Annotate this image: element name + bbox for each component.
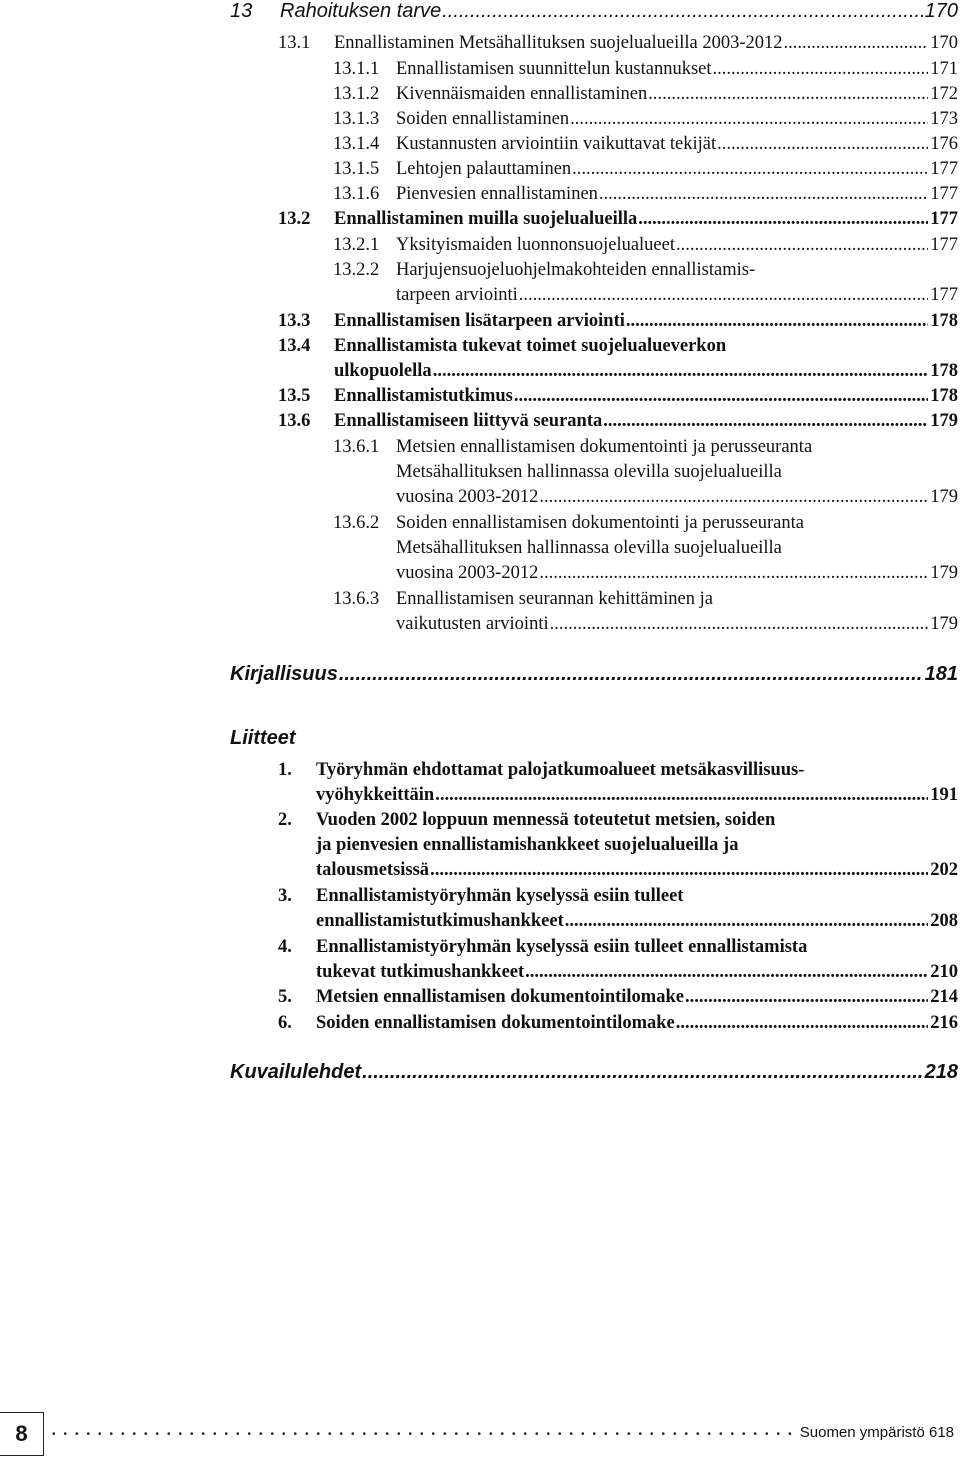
dot-leader (572, 159, 928, 180)
entry-title: Soiden ennallistamisen dokumentointi ja perusseuranta (396, 513, 804, 533)
dot-leader (442, 0, 922, 23)
dot-leader (525, 962, 928, 983)
entry-title: Ennallistaminen Metsähallituksen suojelualueilla 2003-2012 (334, 33, 783, 53)
entry-title: Ennallistamiseen liittyvä seuranta (334, 411, 603, 431)
dot-leader (676, 1013, 928, 1034)
dot-leader (784, 33, 929, 54)
page-number: 173 (930, 109, 958, 129)
page-number: 179 (930, 411, 958, 431)
page-number: 177 (930, 235, 958, 255)
entry-number: 13.6.3 (333, 589, 380, 609)
toc-appendix-1-line1[interactable] (278, 760, 804, 781)
entry-title: Metsien ennallistamisen dokumentointilomake (316, 987, 684, 1007)
dot-leader (430, 860, 928, 881)
entry-title: Harjujensuojeluohjelmakohteiden ennallistamis- (396, 260, 756, 280)
toc-entry-13-6-1-line1[interactable] (333, 437, 812, 458)
entry-number: 13.1.3 (333, 109, 380, 129)
page-number: 181 (924, 663, 958, 685)
toc-entry-13-6[interactable] (278, 411, 958, 432)
toc-entry-13-1-4[interactable] (333, 134, 958, 155)
dot-leader (539, 563, 928, 584)
entry-title-continued: talousmetsissä (316, 860, 430, 880)
toc-entry-13-1-3[interactable] (333, 109, 958, 130)
dot-leader (676, 235, 928, 256)
footer-publication: Suomen ympäristö 618 (799, 1424, 954, 1441)
toc-entry-13-1-2[interactable] (333, 84, 958, 105)
page-number: 172 (930, 84, 958, 104)
toc-appendix-2-line2: ja pienvesien ennallistamishankkeet suojelualueilla ja (316, 835, 739, 855)
dot-leader (539, 487, 928, 508)
toc-entry-13-6-3-line1[interactable] (333, 589, 713, 610)
toc-kuvailulehdet[interactable] (230, 1061, 958, 1084)
entry-title: Ennallistamistyöryhmän kyselyssä esiin tulleet (316, 886, 684, 906)
toc-entry-13-4-line1[interactable] (278, 336, 726, 357)
page-number: 179 (930, 614, 958, 634)
toc-appendix-4-line1[interactable] (278, 937, 807, 958)
entry-title: Kuvailulehdet (230, 1061, 362, 1083)
footer-page-number: 8 (0, 1412, 44, 1456)
page-number: 170 (930, 33, 958, 53)
entry-title-continued: vuosina 2003-2012 (396, 487, 539, 507)
entry-number: 1. (278, 760, 292, 780)
toc-entry-13-6-1-line2: Metsähallituksen hallinnassa olevilla suojelualueilla (396, 462, 782, 482)
dot-leader (362, 1061, 922, 1084)
entry-number: 13.2.1 (333, 235, 380, 255)
dot-leader (433, 361, 929, 382)
entry-number: 13.3 (278, 311, 311, 331)
entry-title-continued: ulkopuolella (334, 361, 432, 381)
page-number: 191 (930, 785, 958, 805)
page-number: 170 (924, 0, 958, 22)
entry-title: Lehtojen palauttaminen (396, 159, 572, 179)
dot-leader (435, 785, 928, 806)
dot-leader (519, 285, 929, 306)
entry-title: Soiden ennallistamisen dokumentointilomake (316, 1013, 675, 1033)
toc-appendix-3-line2[interactable] (316, 911, 958, 932)
page-number: 177 (930, 159, 958, 179)
page-number: 179 (930, 563, 958, 583)
entry-title: Ennallistamisen suunnittelun kustannukset (396, 59, 712, 79)
toc-entry-13-1[interactable] (278, 33, 958, 54)
toc-appendix-4-line2[interactable] (316, 962, 958, 983)
toc-appendix-2-line1[interactable] (278, 810, 775, 831)
dot-leader (626, 311, 928, 332)
chapter-title: Rahoituksen tarve (280, 0, 442, 22)
toc-entry-13-3[interactable] (278, 311, 958, 332)
dot-leader (570, 109, 928, 130)
entry-number: 13.2 (278, 209, 311, 229)
entry-title: Pienvesien ennallistaminen (396, 184, 598, 204)
dot-leader (565, 911, 929, 932)
entry-title: Ennallistamisen lisätarpeen arviointi (334, 311, 625, 331)
toc-entry-13-4-line2[interactable] (334, 361, 958, 382)
entry-number: 13.1.6 (333, 184, 380, 204)
entry-number: 13.4 (278, 336, 311, 356)
entry-number: 2. (278, 810, 292, 830)
entry-title: Ennallistamistyöryhmän kyselyssä esiin tulleet ennallistamista (316, 937, 808, 957)
toc-entry-13-5[interactable] (278, 386, 958, 407)
entry-title: Metsien ennallistamisen dokumentointi ja perusseuranta (396, 437, 813, 457)
entry-number: 13.6.1 (333, 437, 380, 457)
entry-number: 3. (278, 886, 292, 906)
page-number: 177 (930, 285, 958, 305)
page-number: 202 (930, 860, 958, 880)
toc-entry-13-1-5[interactable] (333, 159, 958, 180)
entry-title-continued: ennallistamistutkimushankkeet (316, 911, 564, 931)
entry-number: 13.1.1 (333, 59, 380, 79)
entry-title: Kivennäismaiden ennallistaminen (396, 84, 648, 104)
entry-title: Työryhmän ehdottamat palojatkumoalueet metsäkasvillisuus- (316, 760, 805, 780)
entry-number: 13.1 (278, 33, 311, 53)
page-number: 178 (930, 311, 958, 331)
dot-leader (717, 134, 928, 155)
page-number: 214 (930, 987, 958, 1007)
dot-leader (339, 663, 923, 686)
entry-title-continued: vaikutusten arviointi (396, 614, 549, 634)
page-number: 177 (930, 184, 958, 204)
toc-entry-13-6-1-line3[interactable] (396, 487, 958, 508)
toc-entry-13-1-6[interactable] (333, 184, 958, 205)
entry-title-continued: tukevat tutkimushankkeet (316, 962, 525, 982)
entry-number: 13.1.5 (333, 159, 380, 179)
toc-appendix-2-line3[interactable] (316, 860, 958, 881)
toc-entry-13-2[interactable] (278, 209, 958, 230)
entry-number: 4. (278, 937, 292, 957)
dot-leader (648, 84, 928, 105)
toc-chapter-13[interactable] (230, 0, 958, 23)
page-number: 210 (930, 962, 958, 982)
page-number: 216 (930, 1013, 958, 1033)
entry-number: 13.1.2 (333, 84, 380, 104)
toc-entry-13-1-1[interactable] (333, 59, 958, 80)
entry-title: Vuoden 2002 loppuun mennessä toteutetut metsien, soiden (316, 810, 776, 830)
entry-number: 13.6.2 (333, 513, 380, 533)
toc-entry-13-2-2-line2[interactable] (396, 285, 958, 306)
toc-appendix-3-line1[interactable] (278, 886, 683, 907)
liitteet-heading: Liitteet (230, 727, 296, 749)
toc-entry-13-2-2-line1[interactable] (333, 260, 755, 281)
page-number: 179 (930, 487, 958, 507)
toc-entry-13-6-2-line2: Metsähallituksen hallinnassa olevilla suojelualueilla (396, 538, 782, 558)
page-number: 218 (924, 1061, 958, 1083)
entry-number: 13.2.2 (333, 260, 380, 280)
chapter-number: 13 (230, 0, 253, 22)
page-number: 177 (930, 209, 958, 229)
toc-entry-13-6-2-line1[interactable] (333, 513, 804, 534)
entry-title-continued: tarpeen arviointi (396, 285, 518, 305)
page-number: 176 (930, 134, 958, 154)
dot-leader (638, 209, 928, 230)
toc-appendix-6[interactable] (278, 1013, 958, 1034)
page-number: 178 (930, 386, 958, 406)
toc-appendix-1-line2[interactable] (316, 785, 958, 806)
footer-dot-rule (52, 1420, 792, 1444)
toc-entry-13-2-1[interactable] (333, 235, 958, 256)
dot-leader (713, 59, 929, 80)
entry-title: Soiden ennallistaminen (396, 109, 570, 129)
entry-title-continued: vuosina 2003-2012 (396, 563, 539, 583)
entry-number: 6. (278, 1013, 292, 1033)
entry-title: Kirjallisuus (230, 663, 338, 685)
entry-title: Ennallistaminen muilla suojelualueilla (334, 209, 638, 229)
entry-number: 13.6 (278, 411, 311, 431)
dot-leader (599, 184, 928, 205)
entry-title-continued: vyöhykkeittäin (316, 785, 435, 805)
page-number: 208 (930, 911, 958, 931)
entry-number: 5. (278, 987, 292, 1007)
dot-leader (550, 614, 929, 635)
entry-title: Yksityismaiden luonnonsuojelualueet (396, 235, 675, 255)
entry-number: 13.1.4 (333, 134, 380, 154)
dot-leader (685, 987, 928, 1008)
entry-title: Kustannusten arviointiin vaikuttavat tekijät (396, 134, 717, 154)
toc-appendix-5[interactable] (278, 987, 958, 1008)
page-number: 178 (930, 361, 958, 381)
entry-title: Ennallistamista tukevat toimet suojelualueverkon (334, 336, 727, 356)
dot-leader (514, 386, 928, 407)
toc-entry-13-6-3-line2[interactable] (396, 614, 958, 635)
entry-number: 13.5 (278, 386, 311, 406)
page-number: 171 (930, 59, 958, 79)
entry-title: Ennallistamistutkimus (334, 386, 513, 406)
toc-entry-13-6-2-line3[interactable] (396, 563, 958, 584)
dot-leader (603, 411, 928, 432)
entry-title: Ennallistamisen seurannan kehittäminen ja (396, 589, 713, 609)
toc-kirjallisuus[interactable] (230, 663, 958, 686)
